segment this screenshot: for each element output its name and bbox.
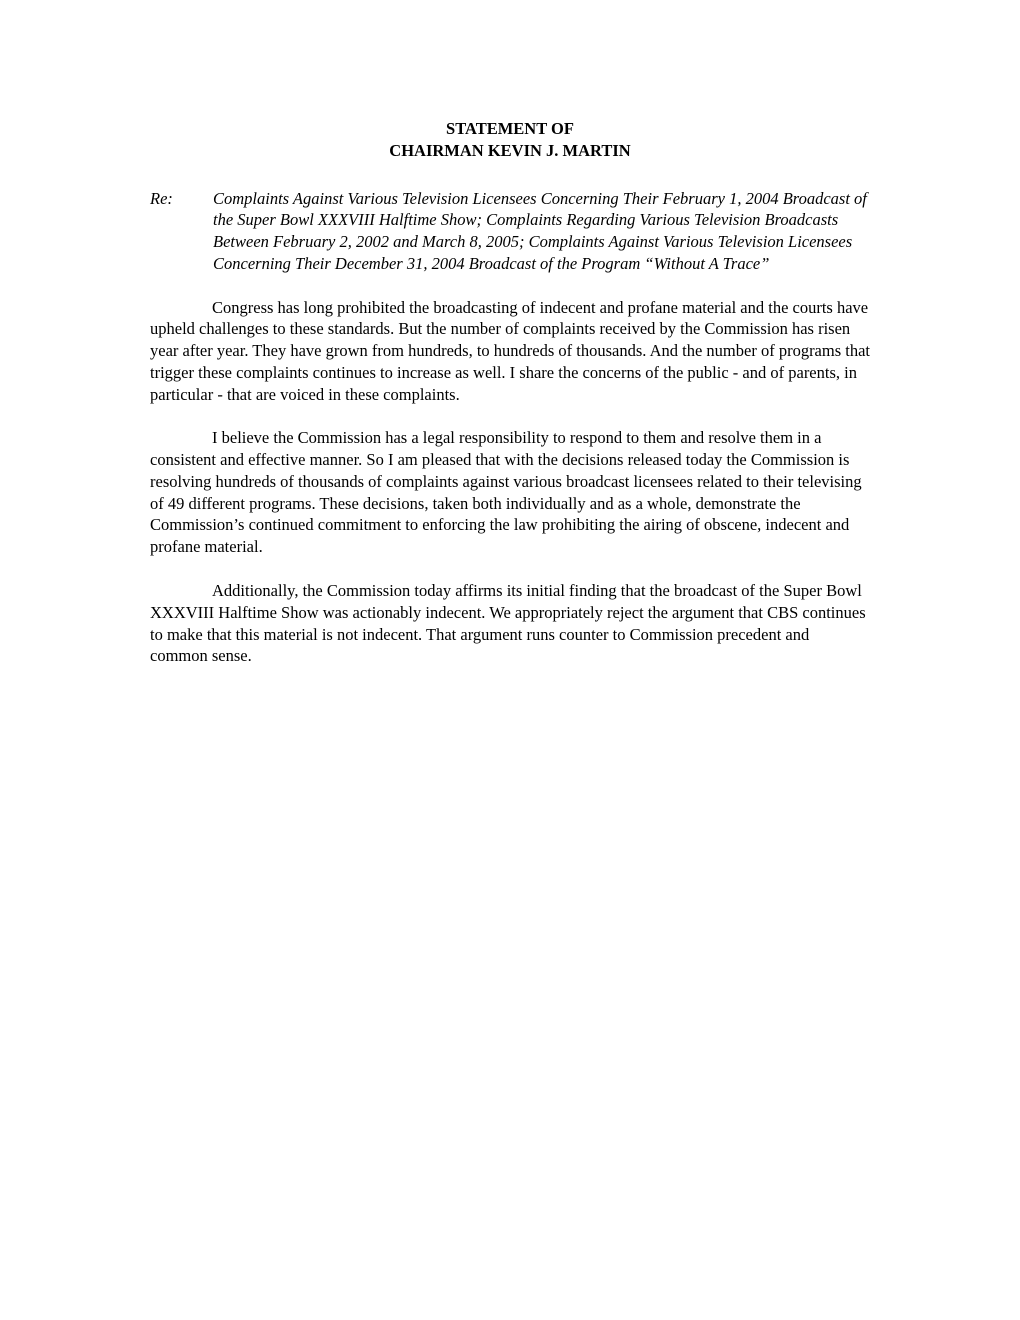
re-block (150, 188, 870, 275)
re-subject-text: Complaints Against Various Television Licensees Concerning Their February 1, 2004 Broadcast of the Super Bowl XXXVIII Halftime Show; Complaints Regarding Various Television Broadcasts Between February 2, 2002 and March 8, 2005; Complaints Against Various Television Licensees Concerning Their December 31, 2004 Broadcast of the Program “Without A Trace” (213, 188, 867, 273)
document-title (150, 118, 870, 162)
paragraph-1: Congress has long prohibited the broadcasting of indecent and profane material and the courts have upheld challenges to these standards. But the number of complaints received by the Commission has risen year after year. They have grown from hundreds, to hundreds of thousands. And the number of programs that trigger these complaints continues to increase as well. I share the concerns of the public - and of parents, in particular - that are voiced in these complaints. (150, 297, 871, 404)
paragraph-3: Additionally, the Commission today affirms its initial finding that the broadcast of the Super Bowl XXXVIII Halftime Show was actionably indecent. We appropriately reject the argument that CBS continues to make that this material is not indecent. That argument runs counter to Commission precedent and common sense. (150, 581, 866, 666)
title-line-1: STATEMENT OF (446, 119, 574, 138)
re-label: Re: (150, 188, 173, 208)
paragraph-2: I believe the Commission has a legal responsibility to respond to them and resolve them in a consistent and effective manner. So I am pleased that with the decisions released today the Commission is resolving hundreds of thousands of complaints against various broadcast licensees related to their televising of 49 different programs. These decisions, taken both individually and as a whole, demonstrate the Commission’s continued commitment to enforcing the law prohibiting the airing of obscene, indecent and profane material. (150, 428, 862, 557)
title-line-2: CHAIRMAN KEVIN J. MARTIN (389, 140, 631, 160)
